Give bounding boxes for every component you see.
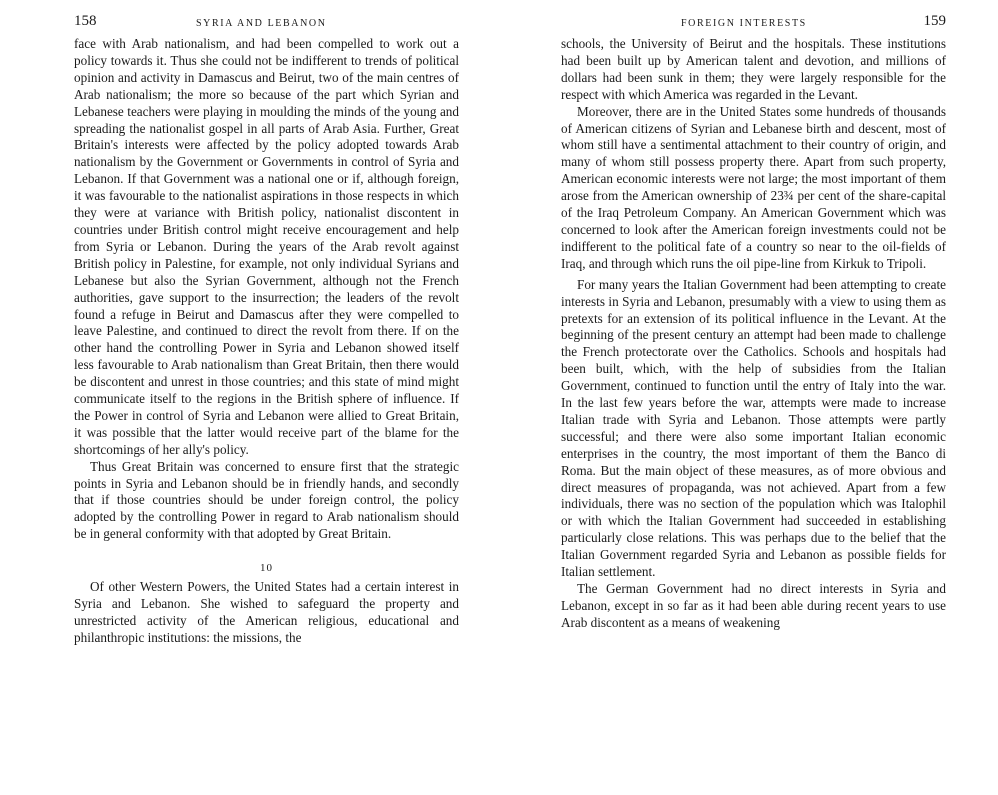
right-paragraph-4: The German Government had no direct interests in Syria and Lebanon, except in so far as it had been able during recent years to use Arab discontent as a means of weakening xyxy=(561,581,946,630)
right-running-head xyxy=(561,10,946,36)
left-paragraph-1: face with Arab nationalism, and had been compelled to work out a policy towards it. Thus she could not be indifferent to trends of political opinion and activity in Damascus and Beirut, two of the main centres of Arab nationalism; the more so because of the part which Syrian and Lebanese teachers were playing in moulding the minds of the young and spreading the nationalist gospel in all parts of Arab Asia. Further, Great Britain's interests were affected by the policy adopted towards Arab nationalism by the Government or Governments in control of Syria and Lebanon. If that Government was a national one or if, although foreign, it was favourable to the nationalist aspirations in those respects in which they were at variance with British policy, nationalist discontent in countries under British control might receive encouragement and help from Syria or Lebanon. During the years of the Arab revolt against British policy in Palestine, for example, not only individual Syrians and Lebanese but also the Syrian Government, although not the French authorities, gave support to the insurrection; the leaders of the revolt found a refuge in Beirut and Damascus after they were compelled to leave Palestine, and continued to direct the revolt from there. If on the other hand the controlling Power in Syria and Lebanon showed itself less favourable to Arab nationalism than Great Britain, then there would be discontent and unrest in those countries; and this state of mind might communicate itself to the regions in the British sphere of influence. If the Power in control of Syria and Lebanon were allied to Great Britain, it was possible that the latter would receive part of the blame for the shortcomings of her ally's policy. xyxy=(74,36,459,457)
left-paragraph-2: Thus Great Britain was concerned to ensure first that the strategic points in Syria and Lebanon should be in friendly hands, and secondly that if those countries should be under foreign control, the policy adopted by the controlling Power in regard to Arab nationalism should be in general conformity with that adopted by Great Britain. xyxy=(74,458,459,542)
right-running-title: FOREIGN INTERESTS xyxy=(681,18,807,29)
right-paragraph-1: schools, the University of Beirut and the hospitals. These institutions had been built up by American talent and devotion, and millions of dollars had been sunk in them; they were largely responsible for the respect with which America was regarded in the Levant. xyxy=(561,36,946,102)
left-running-title: SYRIA AND LEBANON xyxy=(196,18,327,29)
section-number: 10 xyxy=(260,562,273,575)
right-page-number: 159 xyxy=(923,13,946,29)
left-running-head xyxy=(74,10,459,36)
left-page-number: 158 xyxy=(74,13,97,29)
right-paragraph-3: For many years the Italian Government had been attempting to create interests in Syria and Lebanon, presumably with a view to using them as pretexts for an extension of its political influence in the Levant. At the beginning of the present century an attempt had been made to challenge the French protectorate over the Catholics. Schools and hospitals had been built, which, with the help of subsidies from the Italian Government, continued to function until the entry of Italy into the war. In the last few years before the war, attempts were made to increase Italian trade with Syria and Lebanon. Those attempts were partly successful; and there were also some important Italian economic enterprises in the country, the most important of them the Banco di Roma. But the main object of these measures, as of more obvious and direct measures of propaganda, was not achieved. Apart from a few individuals, there was no section of the population which was Italophil or with which the Italian Government had succeeded in establishing particularly close relations. This was perhaps due to the belief that the Italian Government regarded Syria and Lebanon as possible fields for Italian settlement. xyxy=(561,276,946,580)
right-page xyxy=(561,10,946,632)
right-paragraph-2: Moreover, there are in the United States some hundreds of thousands of American citizens of Syrian and Lebanese birth and descent, most of whom still have a sentimental attachment to their country of origin, and many of whom still possess property there. Apart from such property, American economic interests were not large; the most important of them arose from the American ownership of 23¾ per cent of the share-capital of the Iraq Petroleum Company. An American Government which was concerned to look after the American foreign investments could not be indifferent to the political fate of a country so near to the oil-fields of Iraq, and through which runs the oil pipe-line from Kirkuk to Tripoli. xyxy=(561,103,946,271)
left-page xyxy=(74,10,459,647)
left-section-paragraph: Of other Western Powers, the United States had a certain interest in Syria and Lebanon. She wished to safeguard the property and unrestricted activity of the American religious, educational and philanthropic institutions: the missions, the xyxy=(74,579,459,645)
